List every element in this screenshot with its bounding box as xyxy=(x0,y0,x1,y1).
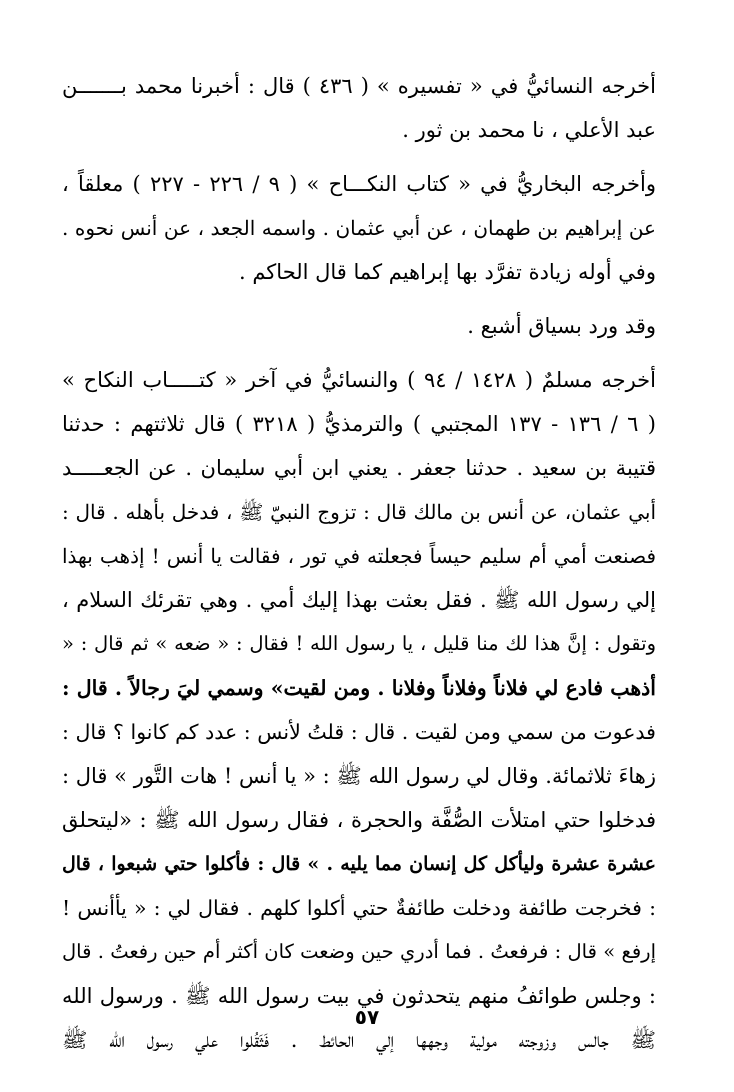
text-line: أخرجه مسلمٌ ( ١٤٢٨ / ٩٤ ) والنسائيُّ في آخر « كتـــــاب النكاح » xyxy=(62,368,656,392)
text-line: عشرة عشرة وليأكل كل إنسان مما يليه . » قال : فأكلوا حتي شبعوا ، قال xyxy=(62,853,656,875)
text-line: : فخرجت طائفة ودخلت طائفةٌ حتي أكلوا كلهم . فقال لي : « يأأنس ! xyxy=(62,896,656,920)
page-number: ٥٧ xyxy=(354,1005,380,1029)
text-line: ( ٦ / ١٣٦ - ١٣٧ المجتبي ) والترمذيُّ ( ٣٢١٨ ) قال ثلاثتهم : حدثنا xyxy=(62,412,656,436)
text-line: زهاءَ ثلاثمائة. وقال لي رسول الله ﷺ : « يا أنس ! هات التَّور » قال : xyxy=(62,764,656,788)
text-line: وتقول : إنَّ هذا لك منا قليل ، يا رسول الله ! فقال : « ضعه » ثم قال : « xyxy=(62,632,656,655)
text-line: وقد ورد بسياق أشبع . xyxy=(467,314,656,338)
paragraph-nasai xyxy=(62,64,656,152)
text-line: فدخلوا حتي امتلأت الصُّفَّة والحجرة ، فقال رسول الله ﷺ : «ليتحلق xyxy=(62,808,656,832)
page-body xyxy=(62,64,656,1062)
text-line: وأخرجه البخاريُّ في « كتاب النكـــاح » ( ٩ / ٢٢٦ - ٢٢٧ ) معلقاً ، xyxy=(62,172,656,196)
text-line: إلي رسول الله ﷺ . فقل بعثت بهذا إليك أمي . وهي تقرئك السلام ، xyxy=(62,588,656,612)
text-line: فدعوت من سمي ومن لقيت . قال : قلتُ لأنس : عدد كم كانوا ؟ قال : xyxy=(62,720,656,744)
paragraph-fuller-context xyxy=(62,304,656,348)
text-line: فصنعت أمي أم سليم حيساً فجعلته في تور ، فقالت يا أنس ! إذهب بهذا xyxy=(62,544,656,568)
text-line: ﷺ جالس وزوجته مولية وجهها إلي الحائط . فَثَقُلوا علي رسول الله ﷺ xyxy=(62,1028,656,1052)
text-line: قتيبة بن سعيد . حدثنا جعفر . يعني ابن أبي سليمان . عن الجعـــــد xyxy=(62,456,656,480)
text-line: عبد الأعلي ، نا محمد بن ثور . xyxy=(402,118,656,142)
text-line: عن إبراهيم بن طهمان ، عن أبي عثمان . واسمه الجعد ، عن أنس نحوه . xyxy=(62,216,656,240)
text-line: أخرجه النسائيُّ في « تفسيره » ( ٤٣٦ ) قال : أخبرنا محمد بـــــــن xyxy=(62,74,656,98)
text-line: إرفع » قال : فرفعتُ . فما أدري حين وضعت كان أكثر أم حين رفعتُ . قال xyxy=(62,940,656,963)
paragraph-bukhari xyxy=(62,162,656,294)
text-line: وفي أوله زيادة تفرَّد بها إبراهيم كما قال الحاكم . xyxy=(238,260,656,284)
paragraph-muslim-hadith xyxy=(62,358,656,1062)
text-line: أبي عثمان، عن أنس بن مالك قال : تزوج النبيّ ﷺ ، فدخل بأهله . قال : xyxy=(62,500,656,524)
text-line: أذهب فادع لي فلاناً وفلاناً وفلانا . ومن لقيت» وسمي ليَ رجالاً . قال : xyxy=(62,676,656,700)
text-line: : وجلس طوائفُ منهم يتحدثون في بيت رسول الله ﷺ . ورسول الله xyxy=(62,984,656,1008)
